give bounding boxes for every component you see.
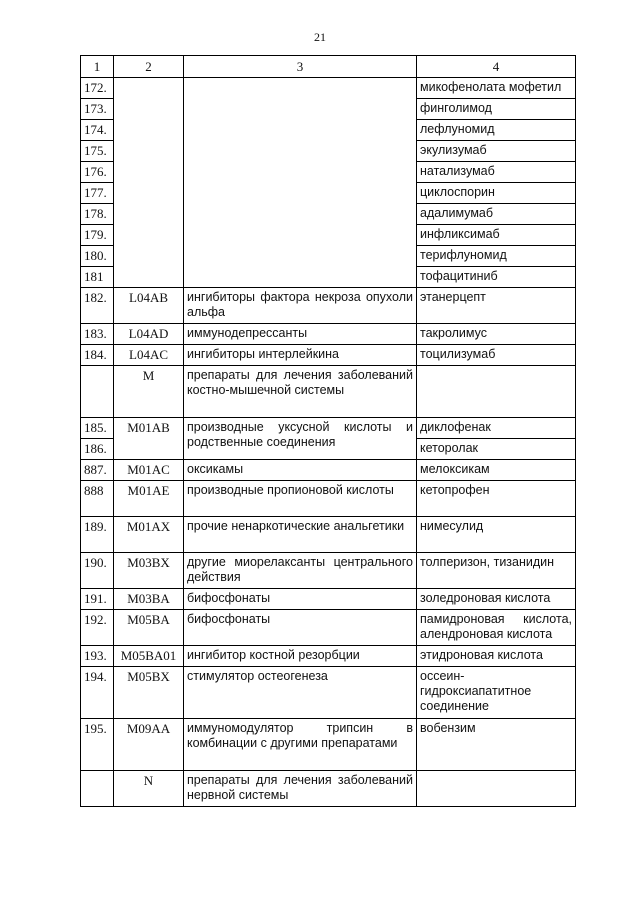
- drug-name: памидроновая кислота, алендроновая кислота: [417, 610, 576, 646]
- group-description: бифосфонаты: [184, 589, 417, 610]
- drug-name: финголимод: [417, 99, 576, 120]
- atc-code: L04AD: [114, 324, 184, 345]
- atc-code: M03BA: [114, 589, 184, 610]
- table-row: [81, 610, 576, 646]
- table-row: [81, 517, 576, 553]
- drug-name: терифлуномид: [417, 246, 576, 267]
- row-number: 189.: [81, 517, 114, 553]
- row-number: 888: [81, 481, 114, 517]
- table-row: [81, 460, 576, 481]
- drug-name: [417, 366, 576, 418]
- row-number: 181: [81, 267, 114, 288]
- column-header: 3: [184, 56, 417, 78]
- row-number: 182.: [81, 288, 114, 324]
- group-description: другие миорелаксанты центрального действия: [184, 553, 417, 589]
- drug-name: такролимус: [417, 324, 576, 345]
- group-description: производные уксусной кислоты и родственные соединения: [184, 418, 417, 460]
- group-description: препараты для лечения заболеваний костно-мышечной системы: [184, 366, 417, 418]
- drug-name: микофенолата мофетил: [417, 78, 576, 99]
- row-number: 887.: [81, 460, 114, 481]
- group-description: производные пропионовой кислоты: [184, 481, 417, 517]
- drug-name: оссеин-гидроксиапатитное соединение: [417, 667, 576, 719]
- drug-name: мелоксикам: [417, 460, 576, 481]
- row-number: 179.: [81, 225, 114, 246]
- table-row: [81, 288, 576, 324]
- row-number: 183.: [81, 324, 114, 345]
- table-row: [81, 589, 576, 610]
- row-number: 173.: [81, 99, 114, 120]
- atc-code: M05BA01: [114, 646, 184, 667]
- atc-code: M05BA: [114, 610, 184, 646]
- page-number: 21: [314, 30, 326, 44]
- drug-name: толперизон, тизанидин: [417, 553, 576, 589]
- table-row: [81, 719, 576, 771]
- group-description: оксикамы: [184, 460, 417, 481]
- table-row: [81, 667, 576, 719]
- row-number: 190.: [81, 553, 114, 589]
- group-description: бифосфонаты: [184, 610, 417, 646]
- drug-name: [417, 771, 576, 807]
- row-number: 186.: [81, 439, 114, 460]
- row-number: 177.: [81, 183, 114, 204]
- table-header-row: [81, 56, 576, 78]
- row-number: [81, 366, 114, 418]
- table-row: [81, 78, 576, 99]
- column-header: 4: [417, 56, 576, 78]
- table-row: [81, 646, 576, 667]
- drug-name: кеторолак: [417, 439, 576, 460]
- drug-name: натализумаб: [417, 162, 576, 183]
- drug-name: этидроновая кислота: [417, 646, 576, 667]
- drug-name: тоцилизумаб: [417, 345, 576, 366]
- table-row: [81, 418, 576, 439]
- drug-name: этанерцепт: [417, 288, 576, 324]
- medication-table: [80, 55, 576, 807]
- group-description: ингибитор костной резорбции: [184, 646, 417, 667]
- atc-code: M: [114, 366, 184, 418]
- table-row: [81, 553, 576, 589]
- row-number: 176.: [81, 162, 114, 183]
- drug-name: циклоспорин: [417, 183, 576, 204]
- column-header: 2: [114, 56, 184, 78]
- row-number: 191.: [81, 589, 114, 610]
- atc-code: M09AA: [114, 719, 184, 771]
- drug-name: тофацитиниб: [417, 267, 576, 288]
- row-number: 175.: [81, 141, 114, 162]
- group-description-cell: [184, 78, 417, 288]
- row-number: 195.: [81, 719, 114, 771]
- drug-name: лефлуномид: [417, 120, 576, 141]
- row-number: 174.: [81, 120, 114, 141]
- row-number: 193.: [81, 646, 114, 667]
- column-header: 1: [81, 56, 114, 78]
- atc-code: M05BX: [114, 667, 184, 719]
- row-number: 185.: [81, 418, 114, 439]
- drug-name: вобензим: [417, 719, 576, 771]
- group-description: препараты для лечения заболеваний нервной системы: [184, 771, 417, 807]
- drug-name: диклофенак: [417, 418, 576, 439]
- group-description: ингибиторы интерлейкина: [184, 345, 417, 366]
- atc-code: M01AB: [114, 418, 184, 460]
- row-number: 184.: [81, 345, 114, 366]
- row-number: [81, 771, 114, 807]
- table-row: [81, 324, 576, 345]
- section-row: [81, 771, 576, 807]
- row-number: 178.: [81, 204, 114, 225]
- drug-name: золедроновая кислота: [417, 589, 576, 610]
- atc-code: M01AE: [114, 481, 184, 517]
- group-description: иммунодепрессанты: [184, 324, 417, 345]
- atc-code: L04AC: [114, 345, 184, 366]
- section-row: [81, 366, 576, 418]
- table-row: [81, 481, 576, 517]
- table-row: [81, 345, 576, 366]
- row-number: 194.: [81, 667, 114, 719]
- drug-name: нимесулид: [417, 517, 576, 553]
- drug-name: инфликсимаб: [417, 225, 576, 246]
- atc-code: M03BX: [114, 553, 184, 589]
- row-number: 172.: [81, 78, 114, 99]
- atc-code: N: [114, 771, 184, 807]
- row-number: 192.: [81, 610, 114, 646]
- group-description: прочие ненаркотические анальгетики: [184, 517, 417, 553]
- atc-code: M01AX: [114, 517, 184, 553]
- drug-name: адалимумаб: [417, 204, 576, 225]
- group-description: ингибиторы фактора некроза опухоли альфа: [184, 288, 417, 324]
- atc-code: M01AC: [114, 460, 184, 481]
- group-description: стимулятор остеогенеза: [184, 667, 417, 719]
- drug-name: кетопрофен: [417, 481, 576, 517]
- atc-code: L04AB: [114, 288, 184, 324]
- row-number: 180.: [81, 246, 114, 267]
- group-description: иммуномодулятор трипсин в комбинации с другими препаратами: [184, 719, 417, 771]
- atc-code-cell: [114, 78, 184, 288]
- drug-name: экулизумаб: [417, 141, 576, 162]
